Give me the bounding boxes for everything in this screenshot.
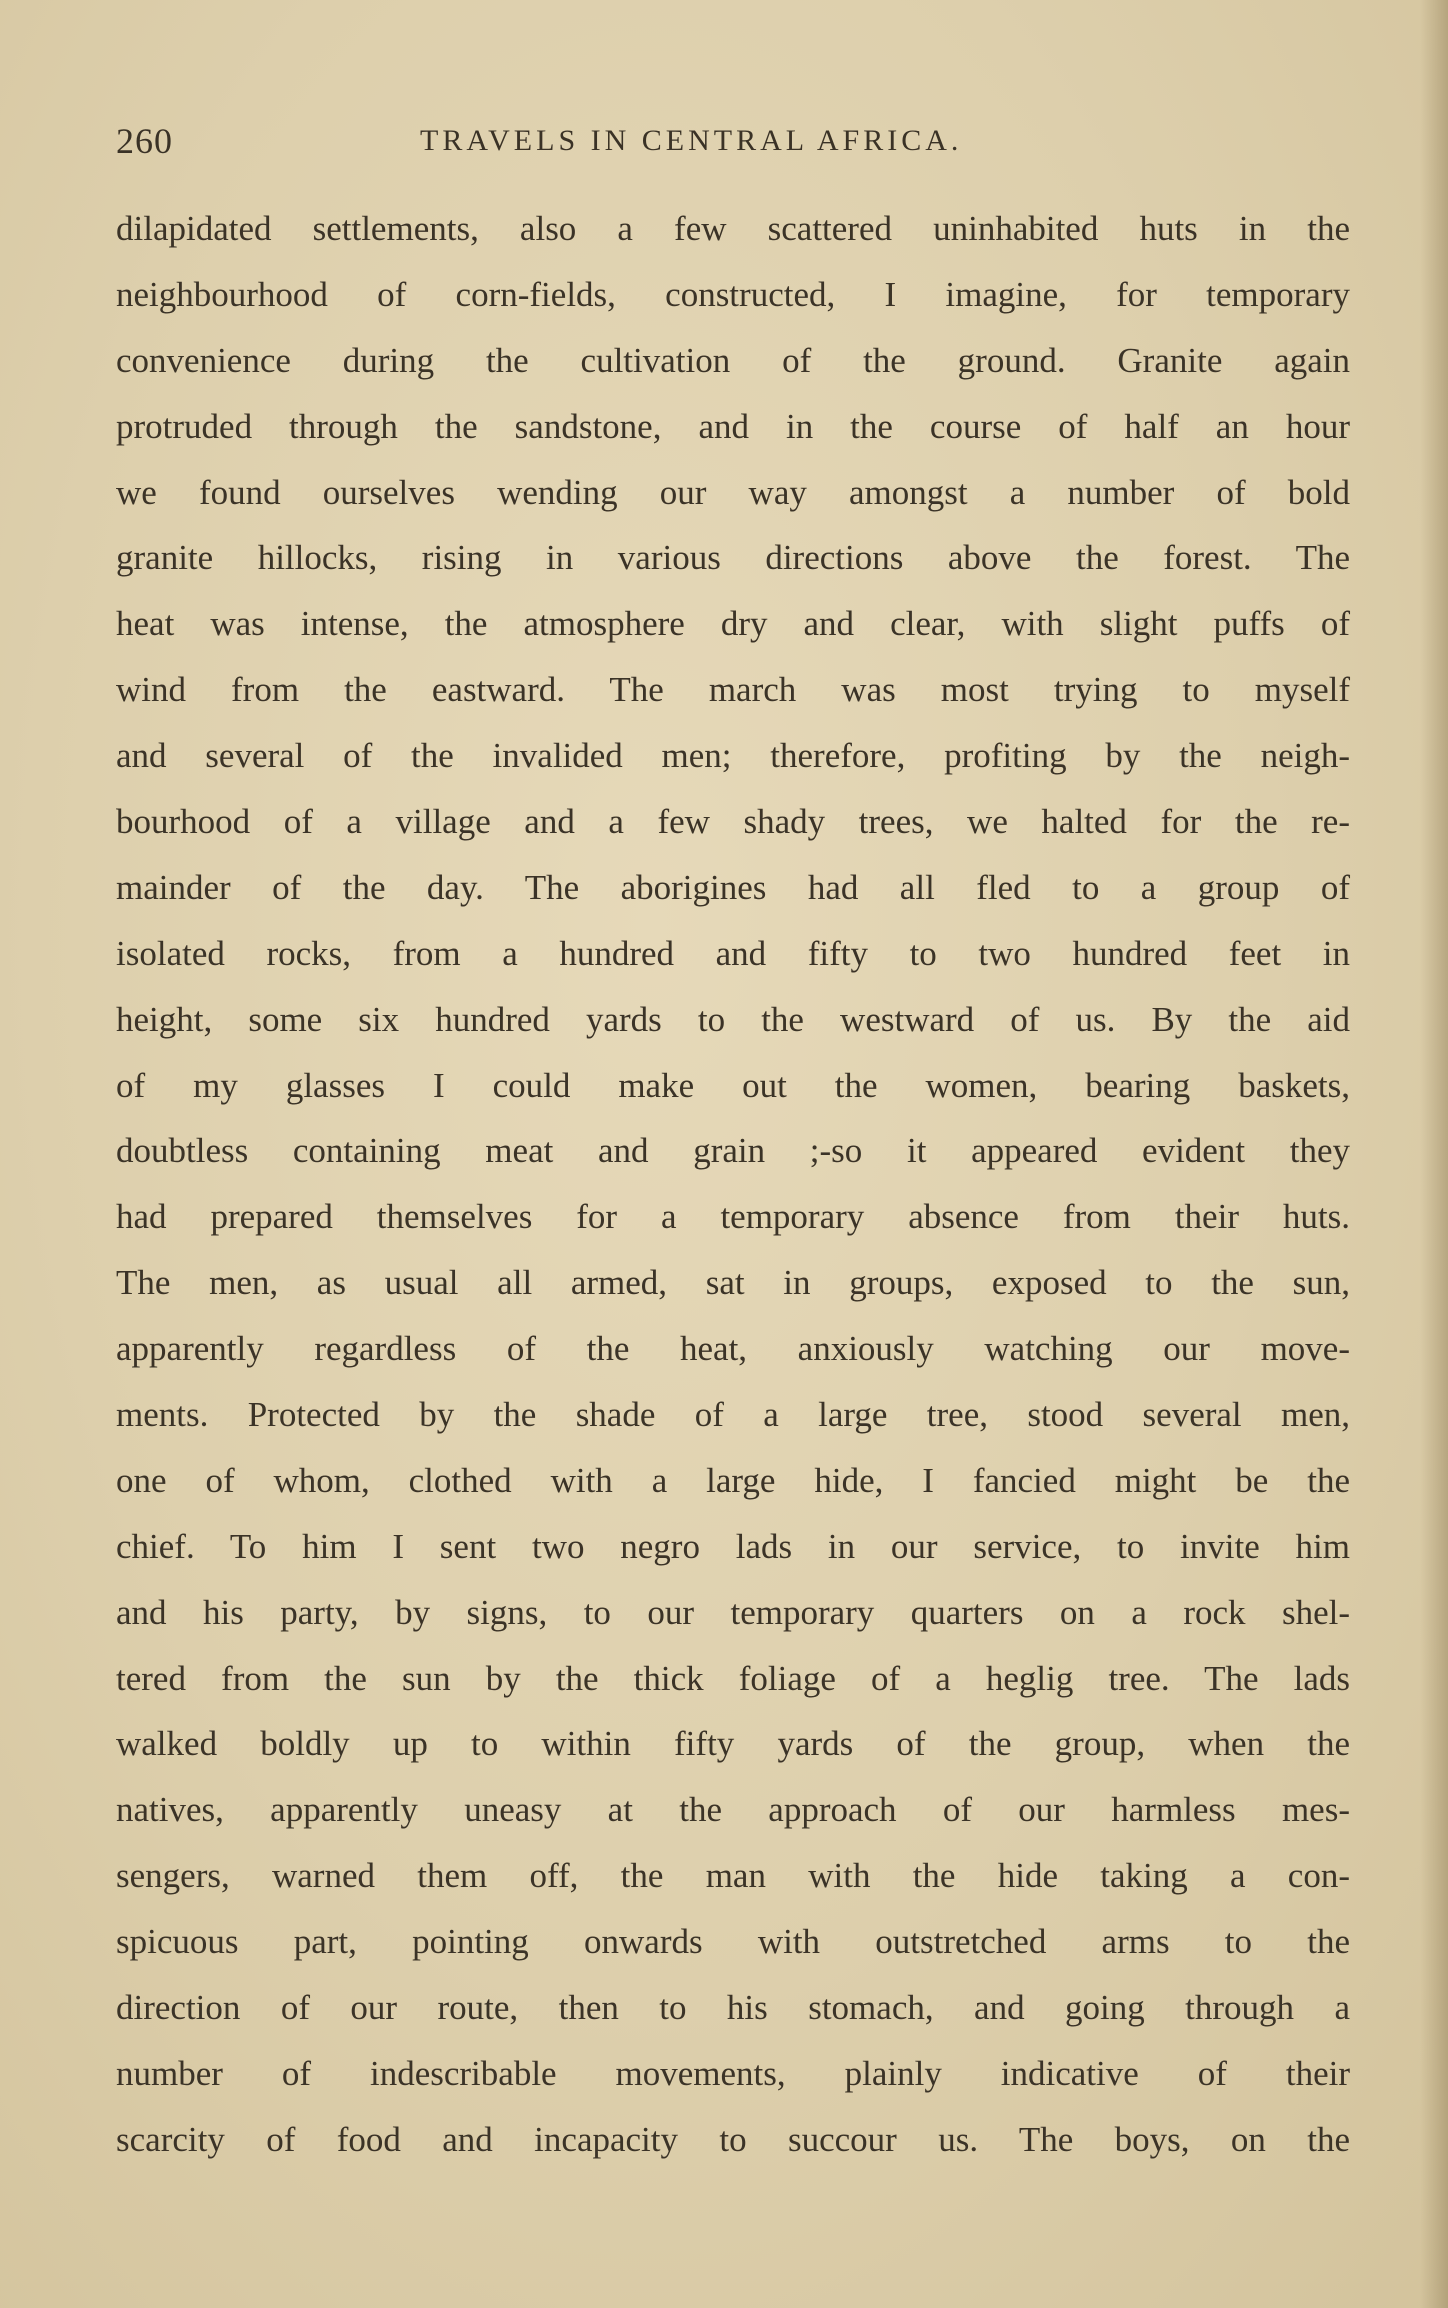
text-line: had prepared themselves for a temporary absence from their huts.: [116, 1197, 1350, 1237]
text-line: mainder of the day. The aborigines had all fled to a group of: [116, 867, 1350, 907]
text-line: sengers, warned them off, the man with the hide taking a con-: [116, 1856, 1350, 1896]
text-line: ments. Protected by the shade of a large tree, stood several men,: [116, 1395, 1350, 1435]
text-line: granite hillocks, rising in various directions above the forest. The: [116, 538, 1350, 578]
text-line: heat was intense, the atmosphere dry and clear, with slight puffs of: [116, 604, 1350, 644]
text-line: and his party, by signs, to our temporary quarters on a rock shel-: [116, 1592, 1350, 1632]
running-head: [116, 116, 1356, 166]
text-line: neighbourhood of corn-fields, constructed, I imagine, for temporary: [116, 274, 1350, 314]
text-line: direction of our route, then to his stomach, and going through a: [116, 1988, 1350, 2028]
text-line: number of indescribable movements, plainly indicative of their: [116, 2053, 1350, 2093]
page-edge-shadow: [1420, 0, 1448, 2308]
text-line: The men, as usual all armed, sat in groups, exposed to the sun,: [116, 1263, 1350, 1303]
book-title: TRAVELS IN CENTRAL AFRICA.: [420, 124, 963, 157]
text-line: isolated rocks, from a hundred and fifty to two hundred feet in: [116, 933, 1350, 973]
text-line: we found ourselves wending our way amongst a number of bold: [116, 472, 1350, 512]
text-line: bourhood of a village and a few shady trees, we halted for the re-: [116, 802, 1350, 842]
text-line: of my glasses I could make out the women, bearing baskets,: [116, 1065, 1350, 1105]
text-line: dilapidated settlements, also a few scattered uninhabited huts in the: [116, 209, 1350, 248]
text-line: chief. To him I sent two negro lads in our service, to invite him: [116, 1526, 1350, 1566]
text-line: convenience during the cultivation of the ground. Granite again: [116, 340, 1350, 380]
page-number: 260: [116, 121, 173, 161]
text-line: protruded through the sandstone, and in the course of half an hour: [116, 406, 1350, 446]
text-line: tered from the sun by the thick foliage of a heglig tree. The lads: [116, 1658, 1350, 1698]
text-line: walked boldly up to within fifty yards of the group, when the: [116, 1724, 1350, 1764]
text-line: apparently regardless of the heat, anxiously watching our move-: [116, 1329, 1350, 1369]
text-line: doubtless containing meat and grain ;-so it appeared evident they: [116, 1131, 1350, 1171]
text-line: and several of the invalided men; therefore, profiting by the neigh-: [116, 736, 1350, 776]
text-line: one of whom, clothed with a large hide, I fancied might be the: [116, 1460, 1350, 1500]
text-line: natives, apparently uneasy at the approach of our harmless mes-: [116, 1790, 1350, 1830]
text-line: wind from the eastward. The march was most trying to myself: [116, 670, 1350, 710]
text-line: height, some six hundred yards to the westward of us. By the aid: [116, 999, 1350, 1039]
text-line: scarcity of food and incapacity to succour us. The boys, on the: [116, 2119, 1350, 2159]
body-text: [116, 196, 1350, 2173]
text-line: spicuous part, pointing onwards with outstretched arms to the: [116, 1922, 1350, 1962]
